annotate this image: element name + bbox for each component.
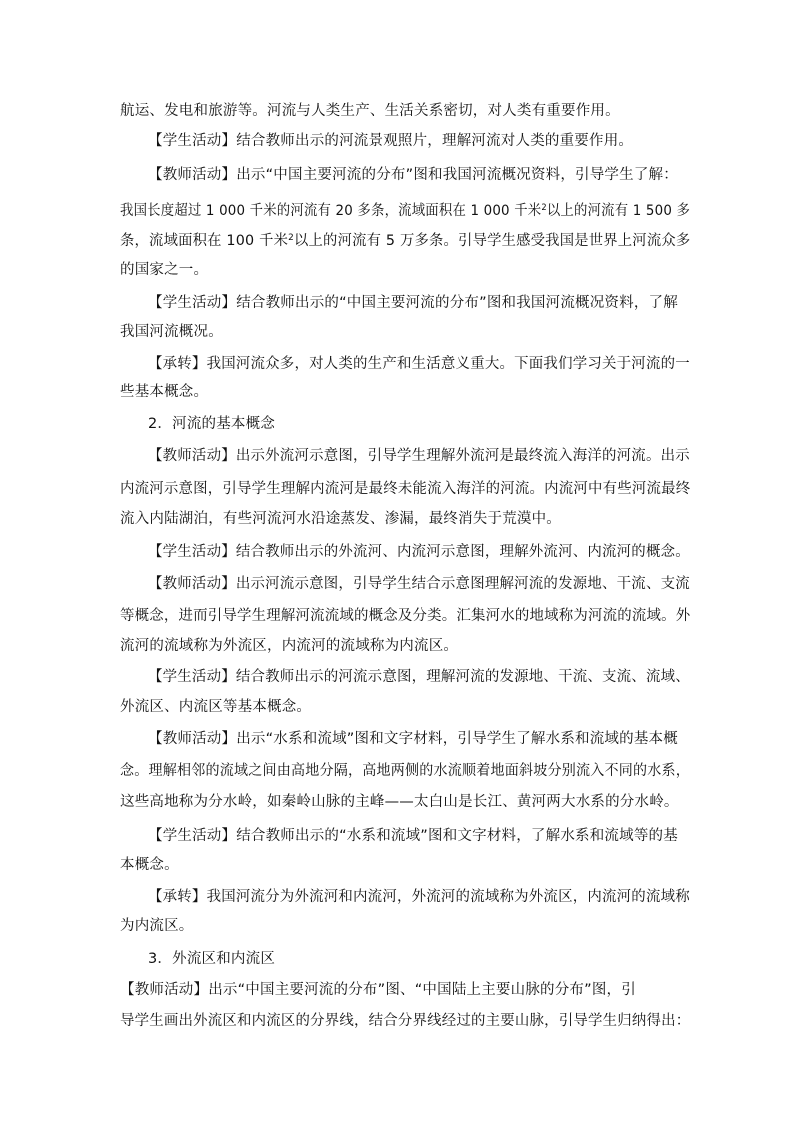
text-line: 本概念。	[120, 857, 179, 873]
text-line: 【教师活动】出示“中国主要河流的分布”图和我国河流概况资料，引导学生了解：	[148, 167, 678, 183]
superscript: 2	[541, 203, 547, 213]
section-heading: 2．河流的基本概念	[148, 416, 276, 432]
text-line: 我国河流概况。	[120, 324, 223, 340]
text-line: 【学生活动】结合教师出示的外流河、内流河示意图，理解外流河、内流河的概念。	[148, 544, 690, 560]
section-heading: 3．外流区和内流区	[148, 951, 276, 967]
text-line: 外流区、内流区等基本概念。	[120, 699, 312, 715]
text-line: 【教师活动】出示河流示意图，引导学生结合示意图理解河流的发源地、干流、支流	[148, 576, 690, 592]
text-line: 导学生画出外流区和内流区的分界线，结合分界线经过的主要山脉，引导学生归纳得出：	[120, 1013, 691, 1029]
text-line: 为内流区。	[120, 918, 194, 934]
text-line: 【教师活动】出示“中国主要河流的分布”图、“中国陆上主要山脉的分布”图，引	[120, 982, 636, 998]
text-line: 【学生活动】结合教师出示的“中国主要河流的分布”图和我国河流概况资料，了解	[148, 295, 678, 311]
text-line: 【学生活动】结合教师出示的河流示意图，理解河流的发源地、干流、支流、流域、	[148, 669, 690, 685]
text-line: 念。理解相邻的流域之间由高地分隔，高地两侧的水流顺着地面斜坡分别流入不同的水系，	[120, 763, 691, 779]
text-line: 些基本概念。	[120, 384, 209, 400]
text-line: 这些高地称为分水岭，如秦岭山脉的主峰——太白山是长江、黄河两大水系的分水岭。	[120, 794, 679, 810]
superscript: 2	[288, 233, 295, 243]
text-line: 我国长度超过 1 000 千米的河流有 20 多条，流域面积在 1 000 千米$^2$以上的河流有 1 500 多	[120, 203, 691, 219]
text-line: 【承转】我国河流众多，对人类的生产和生活意义重大。下面我们学习关于河流的一	[148, 356, 690, 372]
text-line: 的国家之一。	[120, 262, 209, 278]
text-line: 【学生活动】结合教师出示的河流景观照片，理解河流对人类的重要作用。	[148, 133, 634, 149]
text-line: 流入内陆湖泊，有些河流河水沿途蒸发、渗漏，最终消失于荒漠中。	[120, 511, 561, 527]
text-line: 条，流域面积在 100 千米$^2$以上的河流有 5 万多条。引导学生感受我国是世界上河流众多	[120, 233, 691, 249]
text-line: 流河的流域称为外流区，内流河的流域称为内流区。	[120, 638, 459, 654]
text-line: 【承转】我国河流分为外流河和内流河，外流河的流域称为外流区，内流河的流域称	[148, 889, 690, 905]
text-line: 【教师活动】出示外流河示意图，引导学生理解外流河是最终流入海洋的河流。出示	[148, 448, 690, 464]
text-line: 航运、发电和旅游等。河流与人类生产、生活关系密切，对人类有重要作用。	[120, 103, 620, 119]
text-line: 【教师活动】出示“水系和流域”图和文字材料，引导学生了解水系和流域的基本概	[148, 731, 678, 747]
text-line: 等概念，进而引导学生理解河流流域的概念及分类。汇集河水的地域称为河流的流域。外	[120, 608, 691, 624]
text-line: 内流河示意图，引导学生理解内流河是最终未能流入海洋的河流。内流河中有些河流最终	[120, 481, 691, 497]
text-line: 【学生活动】结合教师出示的“水系和流域”图和文字材料，了解水系和流域等的基	[148, 828, 678, 844]
